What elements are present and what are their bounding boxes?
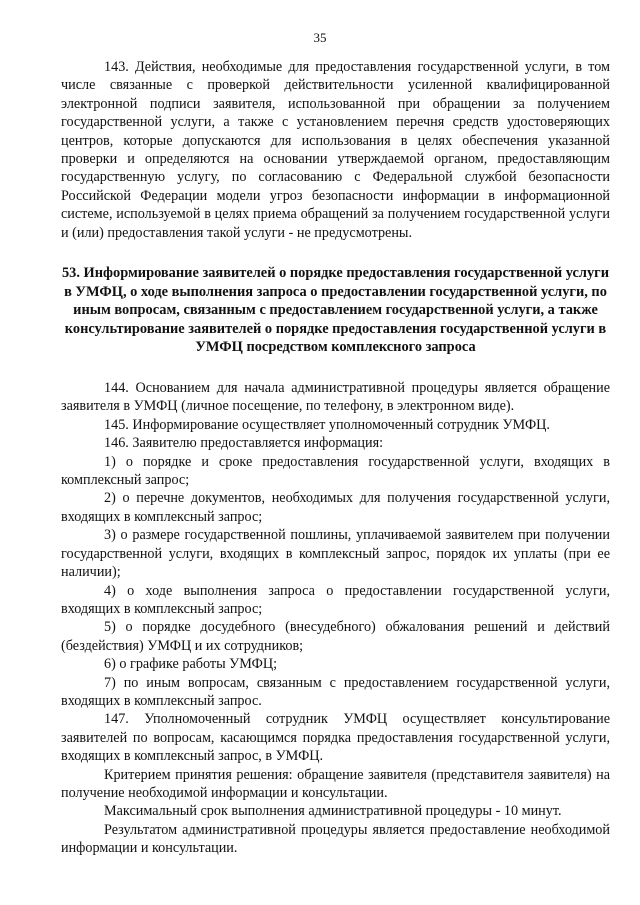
- list-item: 3) о размере государственной пошлины, уплачиваемой заявителем при получении государственной услуги, входящих в комплексный запрос, порядок их уплаты (при ее наличии);: [61, 527, 610, 581]
- list-item: 1) о порядке и сроке предоставления государственной услуги, входящих в комплексный запрос;: [61, 453, 610, 489]
- paragraph-145: 145. Информирование осуществляет уполномоченный сотрудник УМФЦ.: [104, 416, 550, 433]
- paragraph-146: 146. Заявителю предоставляется информация:: [104, 435, 384, 452]
- page-content: [61, 58, 610, 858]
- list-item: 7) по иным вопросам, связанным с предоставлением государственной услуги, входящих в комплексный запрос.: [61, 674, 610, 709]
- section-heading-53: 53. Информирование заявителей о порядке предоставления государственной услуги в УМФЦ, о ходе выполнения запроса о предоставлении государственной услуги, по иным вопросам, связанным с предоставлением государственной услуги, а также консультирование заявителей о порядке предоставления государственной услуги в УМФЦ посредством комплексного запроса: [61, 265, 610, 356]
- result-paragraph: Результатом административной процедуры является предоставление необходимой информации и консультации.: [61, 821, 610, 857]
- list-item: 2) о перечне документов, необходимых для получения государственной услуги, входящих в комплексный запрос;: [61, 490, 610, 525]
- paragraph-144: 144. Основанием для начала административной процедуры является обращение заявителя в УМФЦ (личное посещение, по телефону, в электронном виде).: [61, 380, 610, 415]
- list-item: 4) о ходе выполнения запроса о предоставлении государственной услуги, входящих в комплексный запрос;: [61, 582, 610, 617]
- list-item: 6) о графике работы УМФЦ;: [104, 656, 278, 673]
- max-time-paragraph: Максимальный срок выполнения административной процедуры - 10 минут.: [104, 803, 562, 820]
- list-item: 5) о порядке досудебного (внесудебного) обжалования решений и действий (бездействия) УМФЦ и их сотрудников;: [61, 619, 610, 654]
- paragraph-147: 147. Уполномоченный сотрудник УМФЦ осуществляет консультирование заявителей по вопросам, касающимся порядка предоставления государственной услуги, входящих в комплексный запрос, в УМФЦ.: [61, 711, 610, 765]
- criterion-paragraph: Критерием принятия решения: обращение заявителя (представителя заявителя) на получение необходимой информации и консультации.: [61, 766, 610, 801]
- paragraph-143: 143. Действия, необходимые для предоставления государственной услуги, в том числе связанные с проверкой действительности усиленной квалифицированной электронной подписи заявителя, использованной при обращении за получением государственной услуги, а также с установлением перечня средств удостоверяющих центров, которые допускаются для использования в целях обеспечения указанной проверки и определяются на основании утверждаемой органом, предоставляющим государственную услугу, по согласованию с Федеральной службой безопасности Российской Федерации модели угроз безопасности информации в информационной системе, используемой в целях приема обращений за получением государственной услуги и (или) предоставления такой услуги - не предусмотрены.: [61, 59, 610, 241]
- page-number: 35: [313, 30, 327, 45]
